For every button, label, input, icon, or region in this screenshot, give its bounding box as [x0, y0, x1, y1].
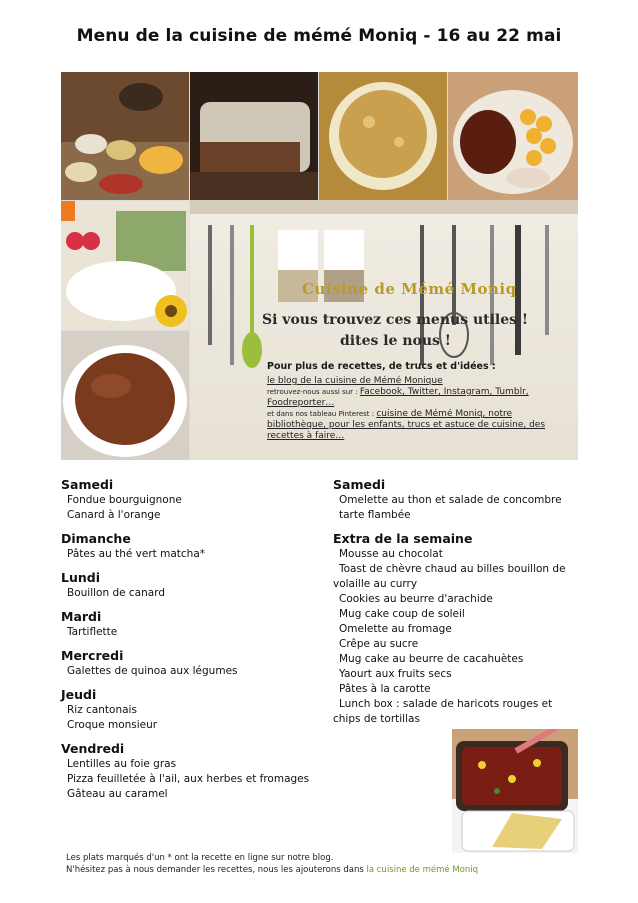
dish: Lunch box : salade de haricots rouges et chips de tortillas: [333, 698, 553, 725]
dish: Bouillon de canard: [67, 587, 166, 599]
day-heading: Jeudi: [61, 687, 97, 702]
dish: Crêpe au sucre: [339, 638, 419, 650]
dish: Lentilles au foie gras: [67, 758, 177, 770]
dish: Gâteau au caramel: [67, 788, 168, 800]
day-heading: Mardi: [61, 609, 102, 624]
dish: Omelette au fromage: [339, 623, 452, 635]
menu-left-column: [61, 476, 321, 802]
tagline-line-1: Si vous trouvez ces menus utiles !: [262, 312, 529, 328]
dish: Mousse au chocolat: [339, 548, 443, 560]
day-heading: Dimanche: [61, 531, 131, 546]
duck-orange-photo: [448, 72, 578, 200]
social-prefix: retrouvez-nous aussi sur :: [267, 388, 360, 396]
blog-banner: [190, 200, 578, 460]
dish: Mug cake coup de soleil: [339, 608, 465, 620]
dish: Croque monsieur: [67, 719, 158, 731]
dish: Omelette au thon et salade de concombre: [339, 494, 562, 506]
tagline-line-2: dites le nous !: [340, 333, 451, 349]
dish: Riz cantonais: [67, 704, 137, 716]
day-heading: Lundi: [61, 570, 100, 585]
chocolate-mousse-photo: [61, 331, 189, 460]
dish: Pâtes au thé vert matcha*: [67, 548, 206, 560]
fondue-photo: [61, 72, 189, 200]
dish: Toast de chèvre chaud au billes bouillon de volaille au curry: [333, 563, 566, 590]
dish: Tartiflette: [67, 626, 118, 638]
links-block: [267, 376, 567, 442]
matcha-pasta-photo: [61, 201, 189, 330]
footer-note: [66, 852, 478, 876]
footer-line-2: N'hésitez pas à nous demander les recettes, nous les ajouterons dans: [66, 865, 367, 875]
pinterest-links[interactable]: cuisine de Mémé Moniq, notre bibliothèque, pour les enfants, trucs et astuce de cuisine, des recettes à faire…: [267, 409, 546, 441]
day-heading: Samedi: [333, 477, 386, 492]
social-links[interactable]: Facebook, Twitter, Instagram, Tumblr, Foodreporter…: [267, 387, 529, 408]
dish: Pâtes à la carotte: [339, 683, 431, 695]
dish: Mug cake au beurre de cacahuètes: [339, 653, 524, 665]
day-heading: Extra de la semaine: [333, 531, 473, 546]
dish: Yaourt aux fruits secs: [339, 668, 452, 680]
dish: Pizza feuilletée à l'ail, aux herbes et fromages: [67, 773, 310, 785]
menu-right-column: [333, 476, 583, 727]
bean-salad-photo: [452, 729, 578, 853]
pinterest-prefix: et dans nos tableau Pinterest :: [267, 410, 377, 418]
dish: Galettes de quinoa aux légumes: [67, 665, 238, 677]
caramel-cake-photo: [190, 72, 318, 200]
dish: tarte flambée: [339, 509, 411, 521]
brand-logo-text: Cuisine de Mémé Moniq: [302, 280, 517, 298]
bouillon-photo: [319, 72, 447, 200]
dish: Canard à l'orange: [67, 509, 161, 521]
blog-link[interactable]: le blog de la cuisine de Mémé Monique: [267, 376, 443, 386]
dish: Cookies au beurre d'arachide: [339, 593, 493, 605]
day-heading: Vendredi: [61, 741, 125, 756]
footer-line-1: Les plats marqués d'un * ont la recette en ligne sur notre blog.: [66, 853, 334, 863]
day-heading: Samedi: [61, 477, 114, 492]
day-heading: Mercredi: [61, 648, 124, 663]
blog-name-link[interactable]: la cuisine de mémé Moniq: [366, 865, 479, 875]
photo-collage: [61, 72, 578, 460]
more-recipes-title: Pour plus de recettes, de trucs et d'idées :: [267, 361, 496, 372]
page-title: Menu de la cuisine de mémé Moniq - 16 au 22 mai: [76, 26, 562, 46]
dish: Fondue bourguignone: [67, 494, 182, 506]
